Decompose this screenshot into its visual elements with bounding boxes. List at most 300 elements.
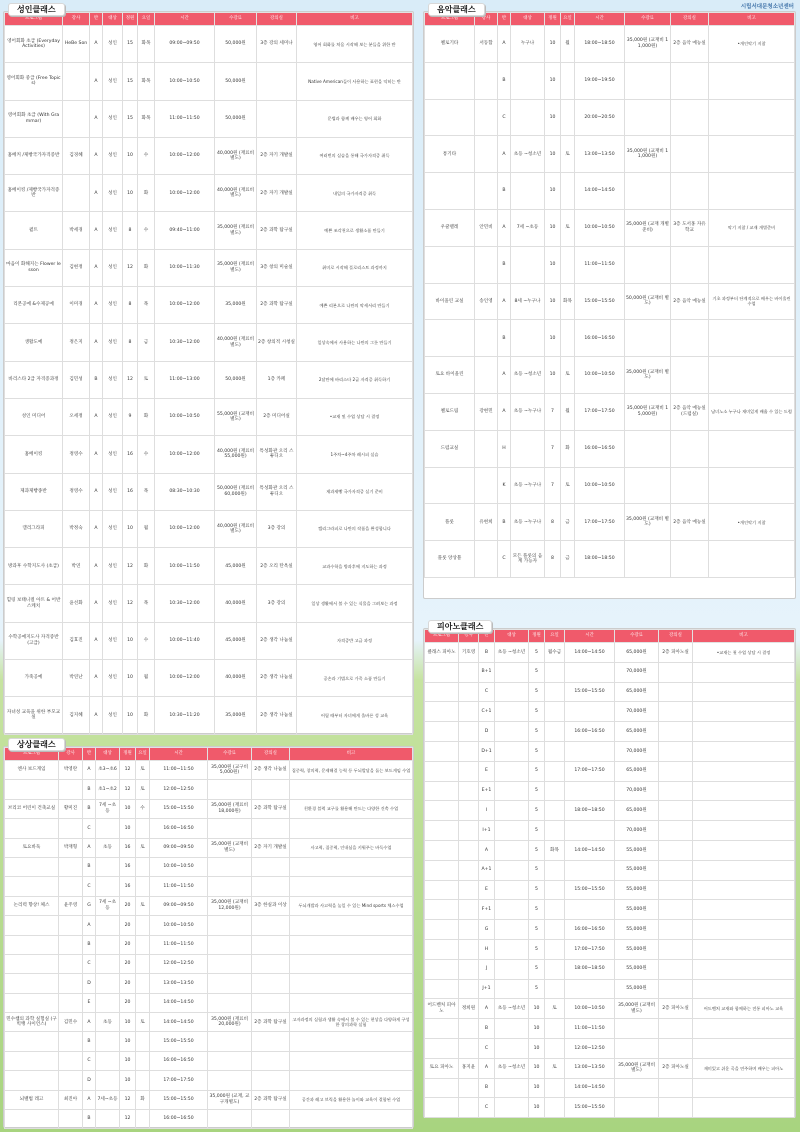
piano-cell-fee: 65,000원 [615, 643, 659, 663]
music-cell-fee: 35,000원 (교재비 11,000원) [625, 26, 671, 63]
piano-cell-day [545, 801, 565, 821]
creative-header-day: 요일 [136, 748, 150, 761]
piano-cell-room [659, 1078, 693, 1098]
creative-cell-target: 초등 [96, 838, 120, 857]
music-cell-program [425, 62, 475, 99]
creative-cell-room [252, 974, 290, 993]
creative-cell-target [96, 1051, 120, 1070]
piano-table-row [425, 1019, 795, 1039]
adult-cell-fee: 35,000원 [215, 287, 257, 324]
piano-cell-target [495, 1098, 529, 1118]
piano-cell-time [565, 741, 615, 761]
piano-cell-note [693, 1019, 795, 1039]
piano-cell-class: B [479, 1019, 495, 1039]
music-cell-teacher [475, 320, 498, 357]
music-cell-time: 19:00~19:50 [575, 62, 625, 99]
adult-cell-target: 성인 [103, 63, 123, 100]
piano-cell-program [425, 821, 459, 841]
creative-cell-program: 엔사 보드게임 [5, 761, 59, 780]
piano-cell-capacity: 5 [529, 880, 545, 900]
piano-cell-teacher: 정희원 [459, 999, 479, 1019]
piano-header-fee: 수강료 [615, 630, 659, 643]
music-cell-target: 초등 ~누구나 [511, 504, 545, 541]
creative-cell-time: 11:00~11:50 [150, 761, 208, 780]
creative-cell-class: B [83, 1110, 96, 1129]
creative-cell-class: B [83, 935, 96, 954]
adult-cell-fee: 55,000원 (교재비 별도) [215, 398, 257, 435]
piano-cell-class: H [479, 939, 495, 959]
adult-cell-class: A [90, 249, 103, 286]
piano-cell-teacher [459, 1078, 479, 1098]
adult-cell-fee: 35,000원 (재료비 별도) [215, 212, 257, 249]
creative-cell-program [5, 993, 59, 1012]
piano-cell-capacity: 5 [529, 920, 545, 940]
adult-cell-room: 2층 미디어실 [257, 398, 297, 435]
music-header-day: 요일 [561, 13, 575, 26]
piano-cell-teacher [459, 900, 479, 920]
creative-cell-note [290, 916, 413, 935]
piano-cell-teacher [459, 840, 479, 860]
piano-table-row [425, 741, 795, 761]
adult-cell-capacity: 10 [123, 175, 138, 212]
music-cell-program: 바이올린 교실 [425, 283, 475, 320]
music-cell-teacher [475, 541, 498, 578]
adult-table-row [5, 212, 413, 249]
adult-header-day: 요일 [138, 13, 155, 26]
adult-cell-program: 리본공예 &수제공예 [5, 287, 63, 324]
piano-cell-target [495, 880, 529, 900]
music-cell-time: 15:00~15:50 [575, 283, 625, 320]
adult-header-class: 반 [90, 13, 103, 26]
music-cell-day: 월 [561, 26, 575, 63]
piano-cell-room [659, 979, 693, 999]
adult-cell-fee: 40,000원 (재료비 별도) [215, 137, 257, 174]
piano-table-row [425, 860, 795, 880]
adult-cell-capacity: 15 [123, 63, 138, 100]
music-cell-class: C [498, 99, 511, 136]
piano-cell-room [659, 821, 693, 841]
adult-cell-target: 성인 [103, 26, 123, 63]
piano-cell-fee: 55,000원 [615, 860, 659, 880]
piano-cell-teacher [459, 979, 479, 999]
creative-cell-program: 토요바둑 [5, 838, 59, 857]
piano-cell-time: 18:00~18:50 [565, 959, 615, 979]
adult-cell-time: 10:00~12:00 [155, 175, 215, 212]
piano-cell-note [693, 920, 795, 940]
adult-cell-class: A [90, 622, 103, 659]
music-cell-teacher [475, 430, 498, 467]
music-cell-time: 17:00~17:50 [575, 504, 625, 541]
music-cell-day: 화 [561, 430, 575, 467]
music-cell-room [671, 467, 709, 504]
adult-table-row [5, 249, 413, 286]
piano-cell-teacher [459, 939, 479, 959]
music-cell-note: 악기 지참 / 교재 개별준비 [709, 209, 795, 246]
piano-cell-note [693, 702, 795, 722]
music-cell-target [511, 173, 545, 210]
music-cell-note: 기초 과정부터 단계적으로 배우는 바이올린 수업 [709, 283, 795, 320]
piano-cell-fee: 55,000원 [615, 959, 659, 979]
piano-cell-room [659, 801, 693, 821]
piano-cell-target [495, 1019, 529, 1039]
adult-cell-capacity: 8 [123, 324, 138, 361]
piano-cell-room [659, 662, 693, 682]
music-cell-program: 우쿨렐레 [425, 209, 475, 246]
music-cell-fee [625, 99, 671, 136]
piano-header-class: 반 [479, 630, 495, 643]
music-cell-program: 플룻 앙상블 [425, 541, 475, 578]
creative-table-row [5, 799, 413, 818]
creative-cell-time: 16:00~16:50 [150, 1051, 208, 1070]
music-header-fee: 수강료 [625, 13, 671, 26]
piano-cell-day [545, 1019, 565, 1039]
adult-cell-program: 마음이 화해지는 Flower lesson [5, 249, 63, 286]
piano-cell-time [565, 860, 615, 880]
adult-cell-class: A [90, 175, 103, 212]
music-cell-fee [625, 430, 671, 467]
music-cell-day: 토 [561, 467, 575, 504]
adult-cell-class: A [90, 660, 103, 697]
piano-cell-target: 초등 ~청소년 [495, 1058, 529, 1078]
piano-cell-note [693, 682, 795, 702]
adult-header-note: 비고 [297, 13, 413, 26]
music-cell-room [671, 430, 709, 467]
creative-cell-day [136, 935, 150, 954]
music-cell-class: B [498, 246, 511, 283]
piano-cell-fee: 55,000원 [615, 900, 659, 920]
adult-cell-teacher: 박연 [63, 548, 90, 585]
music-cell-day [561, 173, 575, 210]
piano-cell-time [565, 662, 615, 682]
piano-cell-target [495, 939, 529, 959]
adult-cell-class: A [90, 100, 103, 137]
piano-cell-capacity: 5 [529, 801, 545, 821]
music-cell-time: 14:00~14:50 [575, 173, 625, 210]
music-cell-room [671, 320, 709, 357]
adult-table-row [5, 175, 413, 212]
creative-cell-fee [208, 857, 252, 876]
adult-cell-note: 공손과 기법으로 가죽 소품 만들기 [297, 660, 413, 697]
piano-table-row [425, 920, 795, 940]
adult-cell-fee: 45,000원 [215, 622, 257, 659]
music-header-note: 비고 [709, 13, 795, 26]
creative-cell-time: 16:00~16:50 [150, 819, 208, 838]
music-cell-capacity: 10 [545, 99, 561, 136]
piano-cell-program [425, 920, 459, 940]
creative-cell-target [96, 819, 120, 838]
creative-cell-teacher [59, 916, 83, 935]
piano-cell-capacity: 5 [529, 900, 545, 920]
adult-cell-class: A [90, 473, 103, 510]
piano-cell-time [565, 821, 615, 841]
creative-cell-program [5, 974, 59, 993]
creative-cell-program: 논리력 향상! 체스 [5, 896, 59, 915]
piano-cell-room [659, 1098, 693, 1118]
piano-cell-fee [615, 1038, 659, 1058]
piano-table-row [425, 999, 795, 1019]
music-cell-day: 토 [561, 136, 575, 173]
creative-cell-fee [208, 954, 252, 973]
piano-cell-teacher [459, 722, 479, 742]
creative-cell-note [290, 819, 413, 838]
creative-cell-time: 17:00~17:50 [150, 1071, 208, 1090]
adult-cell-capacity: 10 [123, 510, 138, 547]
piano-cell-class: J [479, 959, 495, 979]
piano-cell-day [545, 860, 565, 880]
piano-cell-room [659, 722, 693, 742]
piano-cell-target: 초등 ~청소년 [495, 999, 529, 1019]
adult-cell-room: 2층 과학 탐구실 [257, 212, 297, 249]
piano-cell-room [659, 741, 693, 761]
creative-cell-capacity: 10 [120, 1032, 136, 1051]
adult-cell-program: 성인 미디어 [5, 398, 63, 435]
piano-cell-day [545, 1038, 565, 1058]
piano-cell-fee: 65,000원 [615, 682, 659, 702]
piano-table-row [425, 682, 795, 702]
creative-cell-note: 공간과 레고 브릭을 활용한 놀이와 교육이 결합된 수업 [290, 1090, 413, 1109]
adult-cell-day: 금 [138, 324, 155, 361]
music-cell-time: 10:00~10:50 [575, 209, 625, 246]
adult-cell-note: 예쁜 리본으로 나만의 악세서리 만들기 [297, 287, 413, 324]
music-cell-capacity: 10 [545, 136, 561, 173]
music-cell-fee: 35,000원 (교재비 15,000원) [625, 393, 671, 430]
adult-cell-teacher: 김지혜 [63, 697, 90, 734]
creative-cell-teacher [59, 877, 83, 896]
adult-cell-day: 수 [138, 622, 155, 659]
creative-cell-fee [208, 1051, 252, 1070]
creative-cell-target [96, 993, 120, 1012]
creative-cell-capacity: 20 [120, 935, 136, 954]
adult-cell-teacher: 박세경 [63, 212, 90, 249]
piano-cell-teacher [459, 801, 479, 821]
music-cell-note [709, 467, 795, 504]
music-cell-room: 3층 도서홍 자유학교 [671, 209, 709, 246]
adult-cell-teacher: 정영수 [63, 436, 90, 473]
creative-cell-room: 2층 과학 탐구실 [252, 1090, 290, 1109]
piano-cell-note [693, 860, 795, 880]
creative-cell-room [252, 954, 290, 973]
music-cell-day: 금 [561, 541, 575, 578]
piano-cell-target [495, 682, 529, 702]
music-cell-capacity: 10 [545, 209, 561, 246]
adult-cell-day: 화 [138, 398, 155, 435]
creative-class-title: 상상클래스 [8, 738, 65, 751]
piano-cell-note [693, 662, 795, 682]
adult-cell-program: 홈베이킹 /제빵국가자격증반 [5, 175, 63, 212]
adult-cell-target: 성인 [103, 137, 123, 174]
creative-cell-class: C [83, 954, 96, 973]
piano-cell-class: G [479, 920, 495, 940]
piano-table-row [425, 959, 795, 979]
piano-cell-program [425, 959, 459, 979]
adult-cell-program: 캘리그라피 [5, 510, 63, 547]
creative-cell-note [290, 935, 413, 954]
music-table-row [425, 430, 795, 467]
music-cell-capacity: 7 [545, 467, 561, 504]
adult-cell-note: 영어 회화를 처음 시작해 보는 분들을 위한 반 [297, 26, 413, 63]
adult-cell-day: 화목 [138, 26, 155, 63]
creative-table-row [5, 780, 413, 799]
creative-cell-day [136, 819, 150, 838]
piano-cell-class: A [479, 999, 495, 1019]
piano-cell-time: 14:00~14:50 [565, 643, 615, 663]
creative-header-teacher: 강사 [59, 748, 83, 761]
music-cell-teacher [475, 246, 498, 283]
creative-cell-day: 토 [136, 1013, 150, 1032]
creative-cell-note [290, 1071, 413, 1090]
creative-cell-time: 11:00~11:50 [150, 935, 208, 954]
creative-cell-capacity: 10 [120, 1013, 136, 1032]
piano-class-title: 피아노클래스 [428, 620, 492, 633]
piano-table-row [425, 840, 795, 860]
creative-header-target: 대상 [96, 748, 120, 761]
piano-cell-capacity: 10 [529, 1058, 545, 1078]
adult-header-time: 시간 [155, 13, 215, 26]
music-cell-fee [625, 173, 671, 210]
adult-cell-class: A [90, 510, 103, 547]
creative-cell-teacher: 황미진 [59, 799, 83, 818]
music-cell-capacity: 7 [545, 430, 561, 467]
creative-cell-class: A [83, 1013, 96, 1032]
creative-cell-day [136, 1071, 150, 1090]
adult-cell-room: 특성화관 오리 스튜디오 [257, 436, 297, 473]
piano-cell-teacher [459, 821, 479, 841]
creative-cell-room [252, 877, 290, 896]
piano-cell-target [495, 900, 529, 920]
piano-cell-class: A [479, 840, 495, 860]
adult-cell-teacher: 김민성 [63, 361, 90, 398]
piano-cell-day [545, 781, 565, 801]
music-cell-capacity: 10 [545, 173, 561, 210]
piano-cell-program [425, 801, 459, 821]
creative-header-capacity: 정원 [120, 748, 136, 761]
music-header-room: 강의실 [671, 13, 709, 26]
piano-table-row [425, 662, 795, 682]
piano-cell-note [693, 979, 795, 999]
piano-cell-room: 2층 피아노실 [659, 643, 693, 663]
music-cell-program: 통기타 [425, 136, 475, 173]
adult-cell-time: 10:00~12:00 [155, 660, 215, 697]
creative-cell-day: 토 [136, 761, 150, 780]
creative-cell-capacity: 10 [120, 819, 136, 838]
creative-cell-room: 2층 과학 탐구실 [252, 1013, 290, 1032]
piano-cell-class: A [479, 1058, 495, 1078]
adult-table-row [5, 63, 413, 100]
creative-cell-program [5, 1110, 59, 1129]
creative-cell-capacity: 20 [120, 916, 136, 935]
piano-cell-program [425, 1098, 459, 1118]
adult-cell-time: 11:00~11:50 [155, 100, 215, 137]
music-cell-class: A [498, 209, 511, 246]
music-header-capacity: 정원 [545, 13, 561, 26]
creative-cell-class: A [83, 838, 96, 857]
piano-header-day: 요일 [545, 630, 565, 643]
creative-cell-time: 16:00~16:50 [150, 1110, 208, 1129]
adult-class-panel [3, 11, 414, 734]
adult-cell-capacity: 8 [123, 287, 138, 324]
piano-cell-fee: 55,000원 [615, 979, 659, 999]
adult-cell-time: 09:40~11:00 [155, 212, 215, 249]
creative-table-row [5, 1090, 413, 1109]
music-cell-room [671, 541, 709, 578]
music-cell-room [671, 246, 709, 283]
music-cell-room: 2층 음악 예능실 (드럼실) [671, 393, 709, 430]
adult-cell-day: 화 [138, 548, 155, 585]
adult-cell-time: 11:00~13:00 [155, 361, 215, 398]
adult-cell-note: 어릴 때부터 자녀에게 올바른 성 교육 [297, 697, 413, 734]
creative-cell-capacity: 20 [120, 896, 136, 915]
piano-cell-class: I [479, 801, 495, 821]
adult-cell-teacher: 오세정 [63, 398, 90, 435]
creative-cell-teacher [59, 1071, 83, 1090]
creative-cell-teacher [59, 993, 83, 1012]
creative-cell-fee: 35,000원 (재료비 18,000원) [208, 799, 252, 818]
piano-cell-teacher [459, 1038, 479, 1058]
creative-cell-target: 초3~초6 [96, 761, 120, 780]
music-cell-target: 초등 ~누구나 [511, 393, 545, 430]
creative-cell-day [136, 916, 150, 935]
music-cell-day: 화목 [561, 283, 575, 320]
piano-cell-time: 14:00~14:50 [565, 840, 615, 860]
adult-cell-class: A [90, 436, 103, 473]
piano-cell-teacher [459, 1098, 479, 1118]
music-cell-target [511, 320, 545, 357]
music-table-row [425, 283, 795, 320]
piano-cell-room: 2층 피아노실 [659, 999, 693, 1019]
adult-cell-day: 수 [138, 212, 155, 249]
adult-cell-time: 10:00~12:00 [155, 137, 215, 174]
adult-cell-program: 퀼트 [5, 212, 63, 249]
adult-cell-day: 목 [138, 473, 155, 510]
creative-cell-time: 14:00~14:50 [150, 993, 208, 1012]
piano-cell-time: 18:00~18:50 [565, 801, 615, 821]
creative-cell-note: 두뇌개발과 사고력을 높일 수 있는 Mind sports 체스수업 [290, 896, 413, 915]
creative-cell-capacity: 12 [120, 1110, 136, 1129]
adult-cell-time: 10:00~12:00 [155, 436, 215, 473]
piano-cell-fee: 55,000원 [615, 880, 659, 900]
music-cell-capacity: 10 [545, 62, 561, 99]
piano-cell-program: 어드벤처 피아노 [425, 999, 459, 1019]
piano-cell-target [495, 702, 529, 722]
piano-table-row [425, 821, 795, 841]
music-cell-capacity: 8 [545, 504, 561, 541]
adult-cell-fee: 40,000원 (재료비 55,000원) [215, 436, 257, 473]
creative-cell-day [136, 1051, 150, 1070]
creative-cell-teacher [59, 1051, 83, 1070]
adult-cell-note: 예쁜 조각천으로 생활소품 만들기 [297, 212, 413, 249]
adult-cell-day: 월 [138, 660, 155, 697]
music-cell-class: A [498, 136, 511, 173]
piano-cell-target [495, 761, 529, 781]
music-header-time: 시간 [575, 13, 625, 26]
adult-cell-fee: 40,000원 (재료비 별도) [215, 175, 257, 212]
creative-cell-program [5, 780, 59, 799]
piano-table-row [425, 1038, 795, 1058]
piano-cell-class: C+1 [479, 702, 495, 722]
piano-cell-time: 17:00~17:50 [565, 939, 615, 959]
piano-cell-fee: 55,000원 [615, 840, 659, 860]
piano-cell-time: 15:00~15:50 [565, 880, 615, 900]
music-cell-time: 17:00~17:50 [575, 393, 625, 430]
music-table-row [425, 541, 795, 578]
adult-cell-note: 여러번의 실습을 통해 국가자격증 취득 [297, 137, 413, 174]
adult-cell-time: 10:00~12:00 [155, 510, 215, 547]
adult-cell-time: 10:00~11:50 [155, 548, 215, 585]
adult-cell-fee: 35,000원 [215, 697, 257, 734]
creative-cell-target [96, 877, 120, 896]
creative-cell-day [136, 974, 150, 993]
creative-cell-program: 뇌밸법 레고 [5, 1090, 59, 1109]
